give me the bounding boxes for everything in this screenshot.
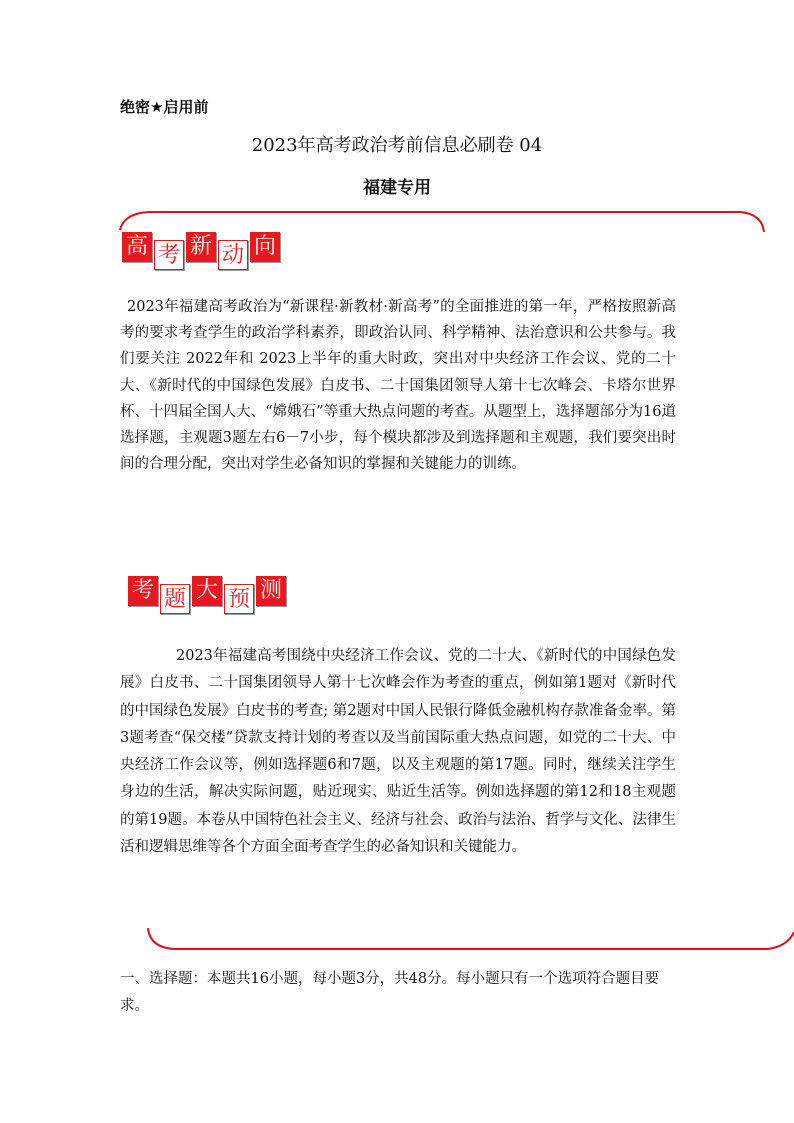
section1-paragraph: 2023年福建高考政治为“新课程·新教材·新高考”的全面推进的第一年，严格按照新高考的要求考查学生的政治学科素养，即政治认同、科学精神、法治意识和公共参与。我们要关注 2022年和 2023上半年的重大时政，突出对中央经济工作会议、党的二十大、《新时代的中国绿色发展》白皮书、二十国集团领导人第十七次峰会、卡塔尔世界杯、十四届全国人大、“嫦娥石”等重大热点问题的考查。从题型上，选择题部分为16道选择题，主观题3题左右6－7小步，每个模块都涉及到选择题和主观题，我们要突出时间的合理分配，突出对学生必备知识的掌握和关键能力的训练。	[120, 299, 676, 473]
badge-char: 高	[122, 232, 152, 262]
badge-char: 考	[154, 240, 184, 270]
badge-char: 动	[218, 240, 248, 270]
badge-char: 测	[256, 576, 286, 606]
section-badge-predictions	[128, 576, 286, 614]
confidential-label: 绝密★启用前	[120, 98, 209, 116]
page-subtitle: 福建专用	[363, 178, 431, 198]
badge-char: 新	[186, 232, 216, 262]
page-title: 2023年高考政治考前信息必刷卷 04	[251, 135, 543, 156]
question-section-intro: 一、选择题：本题共16小题，每小题3分，共48分。每小题只有一个选项符合题目要求。	[120, 971, 660, 1014]
section2-paragraph: 2023年福建高考围绕中央经济工作会议、党的二十大、《新时代的中国绿色发展》白皮书、二十国集团领导人第十七次峰会作为考查的重点，例如第1题对《新时代的中国绿色发展》白皮书的考查; 第2题对中国人民银行降低金融机构存款准备金率。第3题考查“保交楼”贷款支持计划的考查以及当前国际重大热点问题，如党的二十大、中央经济工作会议等，例如选择题6和7题，以及主观题的第17题。同时，继续关注学生身边的生活，解决实际问题，贴近现实、贴近生活等。例如选择题的第12和18主观题的第19题。本卷从中国特色社会主义、经济与社会、政治与法治、哲学与文化、法律生活和逻辑思维等各个方面全面考查学生的必备知识和关键能力。	[120, 648, 676, 856]
badge-char: 向	[250, 232, 280, 262]
badge-char: 考	[128, 576, 158, 606]
badge-char: 大	[192, 576, 222, 606]
badge-char: 题	[160, 584, 190, 614]
badge-char: 预	[224, 584, 254, 614]
section-badge-new-trends	[122, 232, 280, 270]
